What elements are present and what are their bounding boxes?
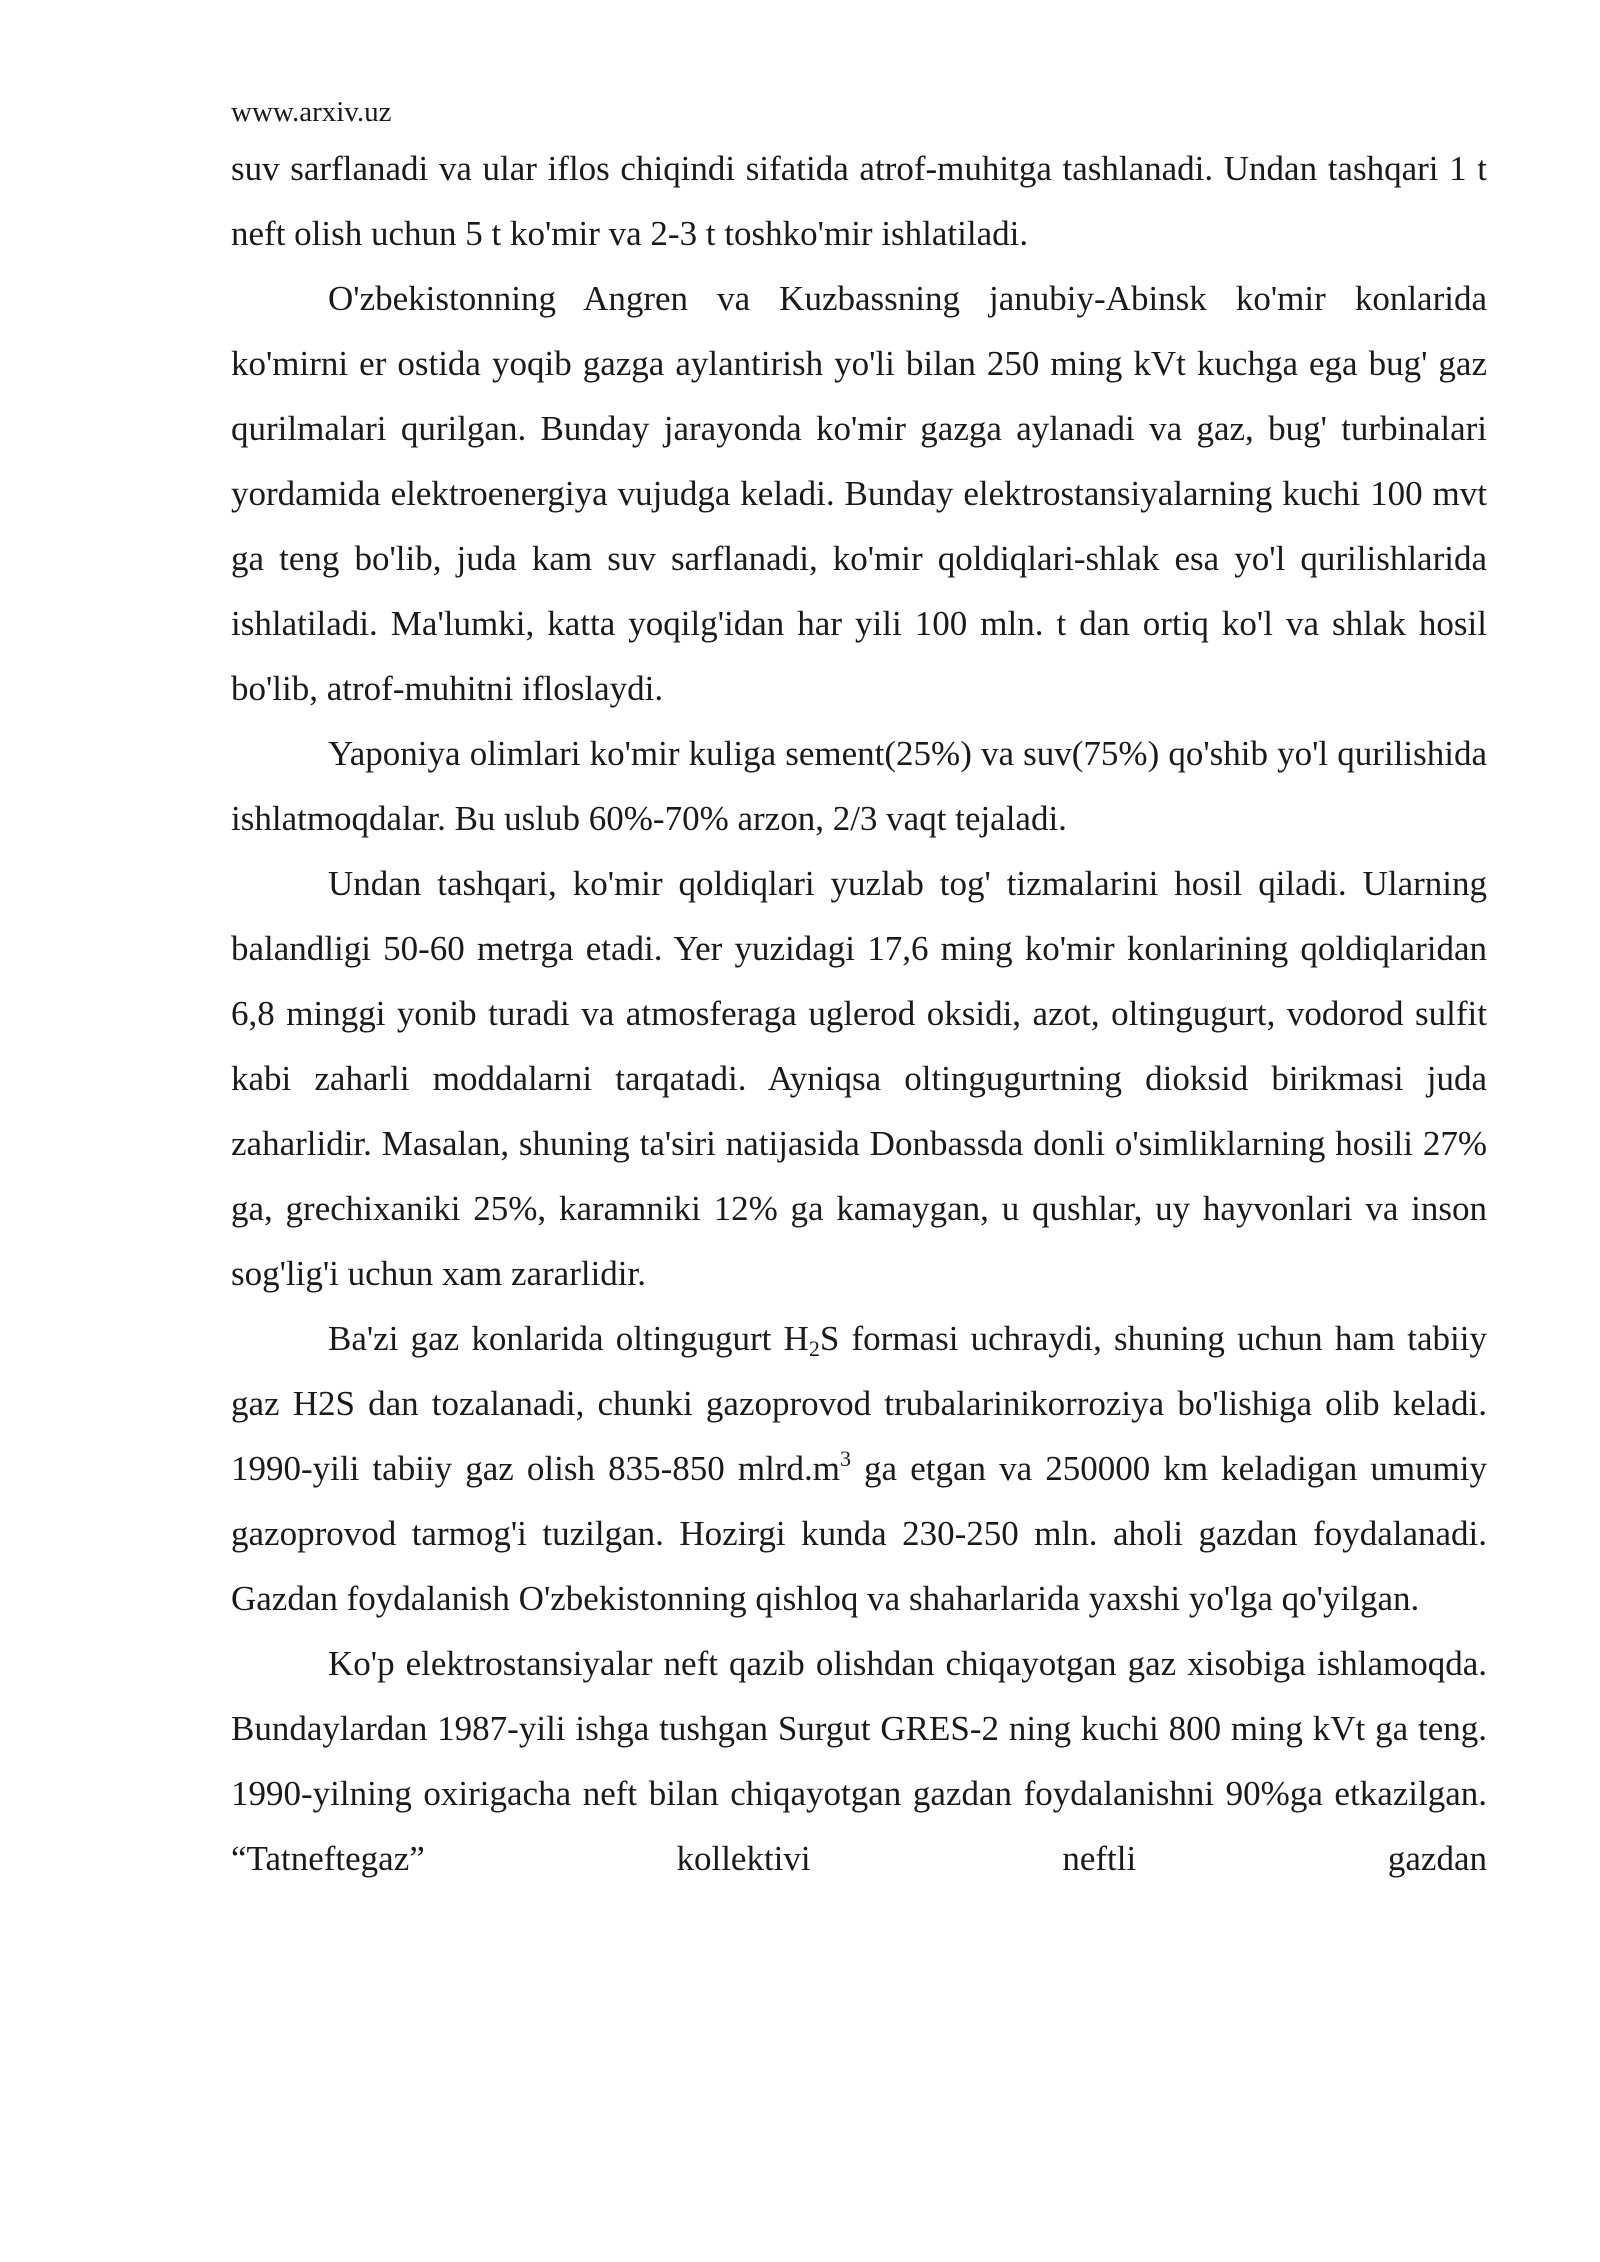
paragraph-5-part2: S formasi uchraydi, shuning uchun ham tabiiy gaz H2S dan tozalanadi, chunki gazoprovod trubalarinikorroziya bo'lishiga olib keladi. 1990-yili tabiiy gaz olish 835-850 mlrd.m xyxy=(231,1319,1487,1488)
paragraph-4: Undan tashqari, ko'mir qoldiqlari yuzlab tog' tizmalarini hosil qiladi. Ularning balandligi 50-60 metrga etadi. Yer yuzidagi 17,6 ming ko'mir konlarining qoldiqlaridan 6,8 minggi yonib turadi va atmosferaga uglerod oksidi, azot, oltingugurt, vodorod sulfit kabi zaharli moddalarni tarqatadi. Ayniqsa oltingugurtning dioksid birikmasi juda zaharlidir. Masalan, shuning ta'siri natijasida Donbassda donli o'simliklarning hosili 27% ga, grechixaniki 25%, karamniki 12% ga kamaygan, u qushlar, uy hayvonlari va inson sog'lig'i uchun xam zararlidir. xyxy=(231,864,1487,1293)
paragraph-6: Ko'p elektrostansiyalar neft qazib olishdan chiqayotgan gaz xisobiga ishlamoqda. Bundaylardan 1987-yili ishga tushgan Surgut GRES-2 ning kuchi 800 ming kVt ga teng. 1990-yilning oxirigacha neft bilan chiqayotgan gazdan foydalanishni 90%ga etkazilgan. “Tatneftegaz” kollektivi neftli gazdan xyxy=(231,1644,1487,1878)
paragraph-5 xyxy=(231,1306,1487,1631)
paragraph-5-part3: ga etgan va 250000 km keladigan umumiy gazoprovod tarmog'i tuzilgan. Hozirgi kunda 230-250 mln. aholi gazdan foydalanadi. Gazdan foydalanish O'zbekistonning qishloq va shaharlarida yaxshi yo'lga qo'yilgan. xyxy=(231,1449,1488,1618)
h2s-subscript: 2 xyxy=(808,1336,820,1361)
header-url: www.arxiv.uz xyxy=(231,96,392,128)
paragraph-5-part1: Ba'zi gaz konlarida oltingugurt H xyxy=(328,1319,809,1358)
document-page xyxy=(231,92,1487,1891)
paragraph-3: Yaponiya olimlari ko'mir kuliga sement(25%) va suv(75%) qo'shib yo'l qurilishida ishlatmoqdalar. Bu uslub 60%-70% arzon, 2/3 vaqt tejaladi. xyxy=(231,734,1487,838)
paragraph-1: suv sarflanadi va ular iflos chiqindi sifatida atrof-muhitga tashlanadi. Undan tashqari 1 t neft olish uchun 5 t ko'mir va 2-3 t toshko'mir ishlatiladi. xyxy=(231,149,1487,253)
paragraph-2: O'zbekistonning Angren va Kuzbassning janubiy-Abinsk ko'mir konlarida ko'mirni er ostida yoqib gazga aylantirish yo'li bilan 250 ming kVt kuchga ega bug' gaz qurilmalari qurilgan. Bunday jarayonda ko'mir gazga aylanadi va gaz, bug' turbinalari yordamida elektroenergiya vujudga keladi. Bunday elektrostansiyalarning kuchi 100 mvt ga teng bo'lib, juda kam suv sarflanadi, ko'mir qoldiqlari-shlak esa yo'l qurilishlarida ishlatiladi. Ma'lumki, katta yoqilg'idan har yili 100 mln. t dan ortiq ko'l va shlak hosil bo'lib, atrof-muhitni ifloslaydi. xyxy=(231,279,1487,708)
cubic-superscript: 3 xyxy=(839,1446,851,1471)
